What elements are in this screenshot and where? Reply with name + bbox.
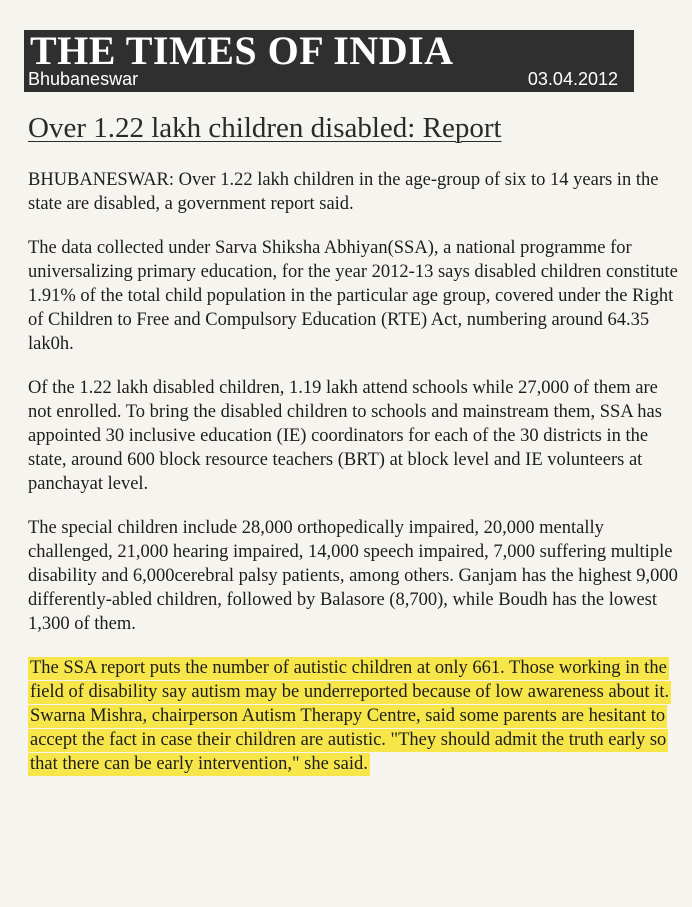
article-paragraph-3: Of the 1.22 lakh disabled children, 1.19 lakh attend schools while 27,000 of them are not enrolled. To bring the disabled children to schools and mainstream them, SSA has appointed 30 inclusive education (IE) coordinators for each of the 30 districts in the state, around 600 block resource teachers (BRT) at block level and IE volunteers at panchayat level. xyxy=(28,378,662,494)
article-headline: Over 1.22 lakh children disabled: Report xyxy=(28,112,502,144)
article-paragraph-2: The data collected under Sarva Shiksha Abhiyan(SSA), a national programme for universalizing primary education, for the year 2012-13 says disabled children constitute 1.91% of the total child population in the particular age group, covered under the Right of Children to Free and Compulsory Education (RTE) Act, numbering around 64.35 lak0h. xyxy=(28,238,678,354)
article-paragraph-1: BHUBANESWAR: Over 1.22 lakh children in the age-group of six to 14 years in the state are disabled, a government report said. xyxy=(28,170,659,214)
publication-date: 03.04.2012 xyxy=(527,69,618,89)
masthead-info-row xyxy=(24,68,634,90)
masthead-banner xyxy=(24,30,634,92)
newspaper-name: THE TIMES OF INDIA xyxy=(30,28,454,73)
edition-label: Bhubaneswar xyxy=(28,69,139,89)
highlighted-paragraph xyxy=(28,656,680,776)
article-body xyxy=(28,168,680,796)
article-paragraph-4: The special children include 28,000 orthopedically impaired, 20,000 mentally challenged, 21,000 hearing impaired, 14,000 speech impaired, 7,000 suffering multiple disability and 6,000cerebral palsy patients, among others. Ganjam has the highest 9,000 differently-abled children, followed by Balasore (8,700), while Boudh has the lowest 1,300 of them. xyxy=(28,518,678,634)
highlighted-text: The SSA report puts the number of autistic children at only 661. Those working in the field of disability say autism may be underreported because of low awareness about it. Swarna Mishra, chairperson Autism Therapy Centre, said some parents are hesitant to accept the fact in case their children are autistic. "They should admit the truth early so that there can be early intervention," she said. xyxy=(30,658,670,774)
